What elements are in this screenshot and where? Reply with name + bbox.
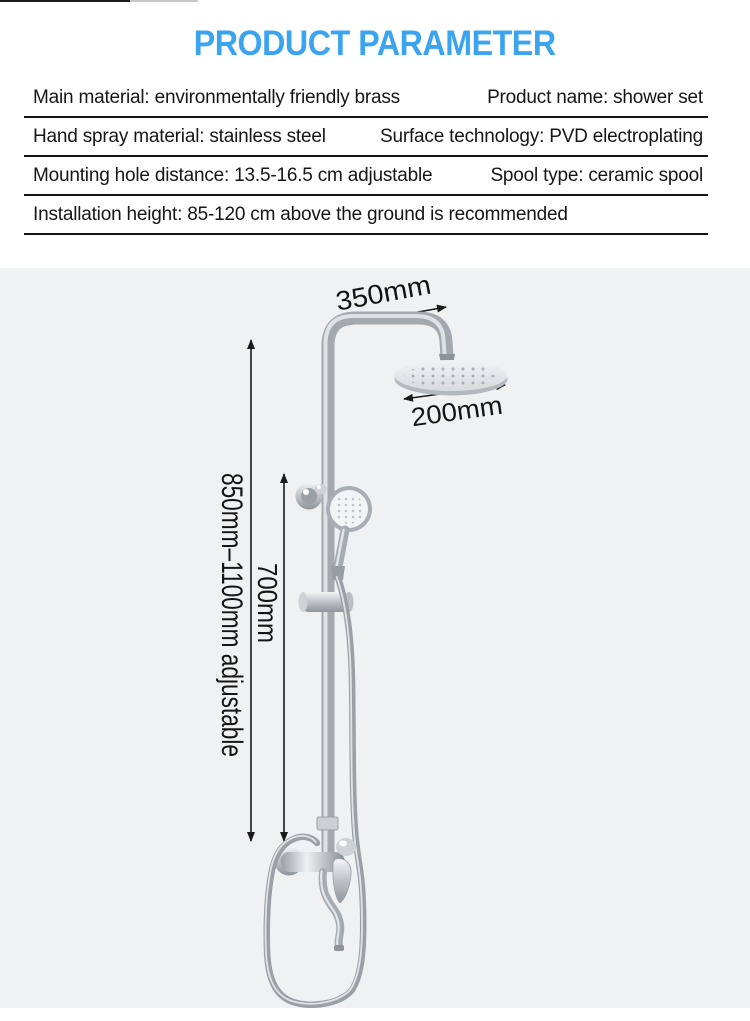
spec-row-mounting — [24, 157, 708, 196]
photo-background — [0, 268, 750, 1008]
scan-artifact-line — [0, 0, 130, 2]
spec-product-name: Product name: shower set — [487, 86, 703, 108]
dimension-label-arm-reach: 350mm — [333, 270, 428, 317]
shower-set-illustration — [0, 268, 750, 1008]
spec-row-installation — [24, 196, 708, 235]
spec-installation-height: Installation height: 85-120 cm above the ground is recommended — [33, 203, 568, 225]
scan-artifact-line-light — [130, 0, 198, 2]
page-title: PRODUCT PARAMETER — [194, 24, 556, 63]
spec-mounting-hole-distance: Mounting hole distance: 13.5-16.5 cm adjustable — [33, 164, 433, 186]
diverter-knob — [336, 838, 356, 856]
riser-union-nut — [317, 817, 338, 830]
dimension-label-hand-shower-height: 700mm — [252, 563, 283, 657]
rain-shower-head — [395, 360, 508, 396]
dimension-label-overall-height: 850mm–1100mm adjustable — [215, 473, 248, 850]
spec-spool-type: Spool type: ceramic spool — [490, 164, 703, 186]
spec-surface-technology: Surface technology: PVD electroplating — [380, 125, 703, 147]
spec-main-material: Main material: environmentally friendly brass — [33, 86, 400, 108]
spec-table — [24, 79, 708, 235]
spec-row-hand-spray — [24, 118, 708, 157]
product-diagram — [0, 268, 750, 1008]
dimension-label-head-diameter: 200mm — [409, 390, 500, 433]
spout-outlet — [334, 945, 344, 951]
spec-row-material — [24, 79, 708, 118]
spec-hand-spray-material: Hand spray material: stainless steel — [33, 125, 326, 147]
